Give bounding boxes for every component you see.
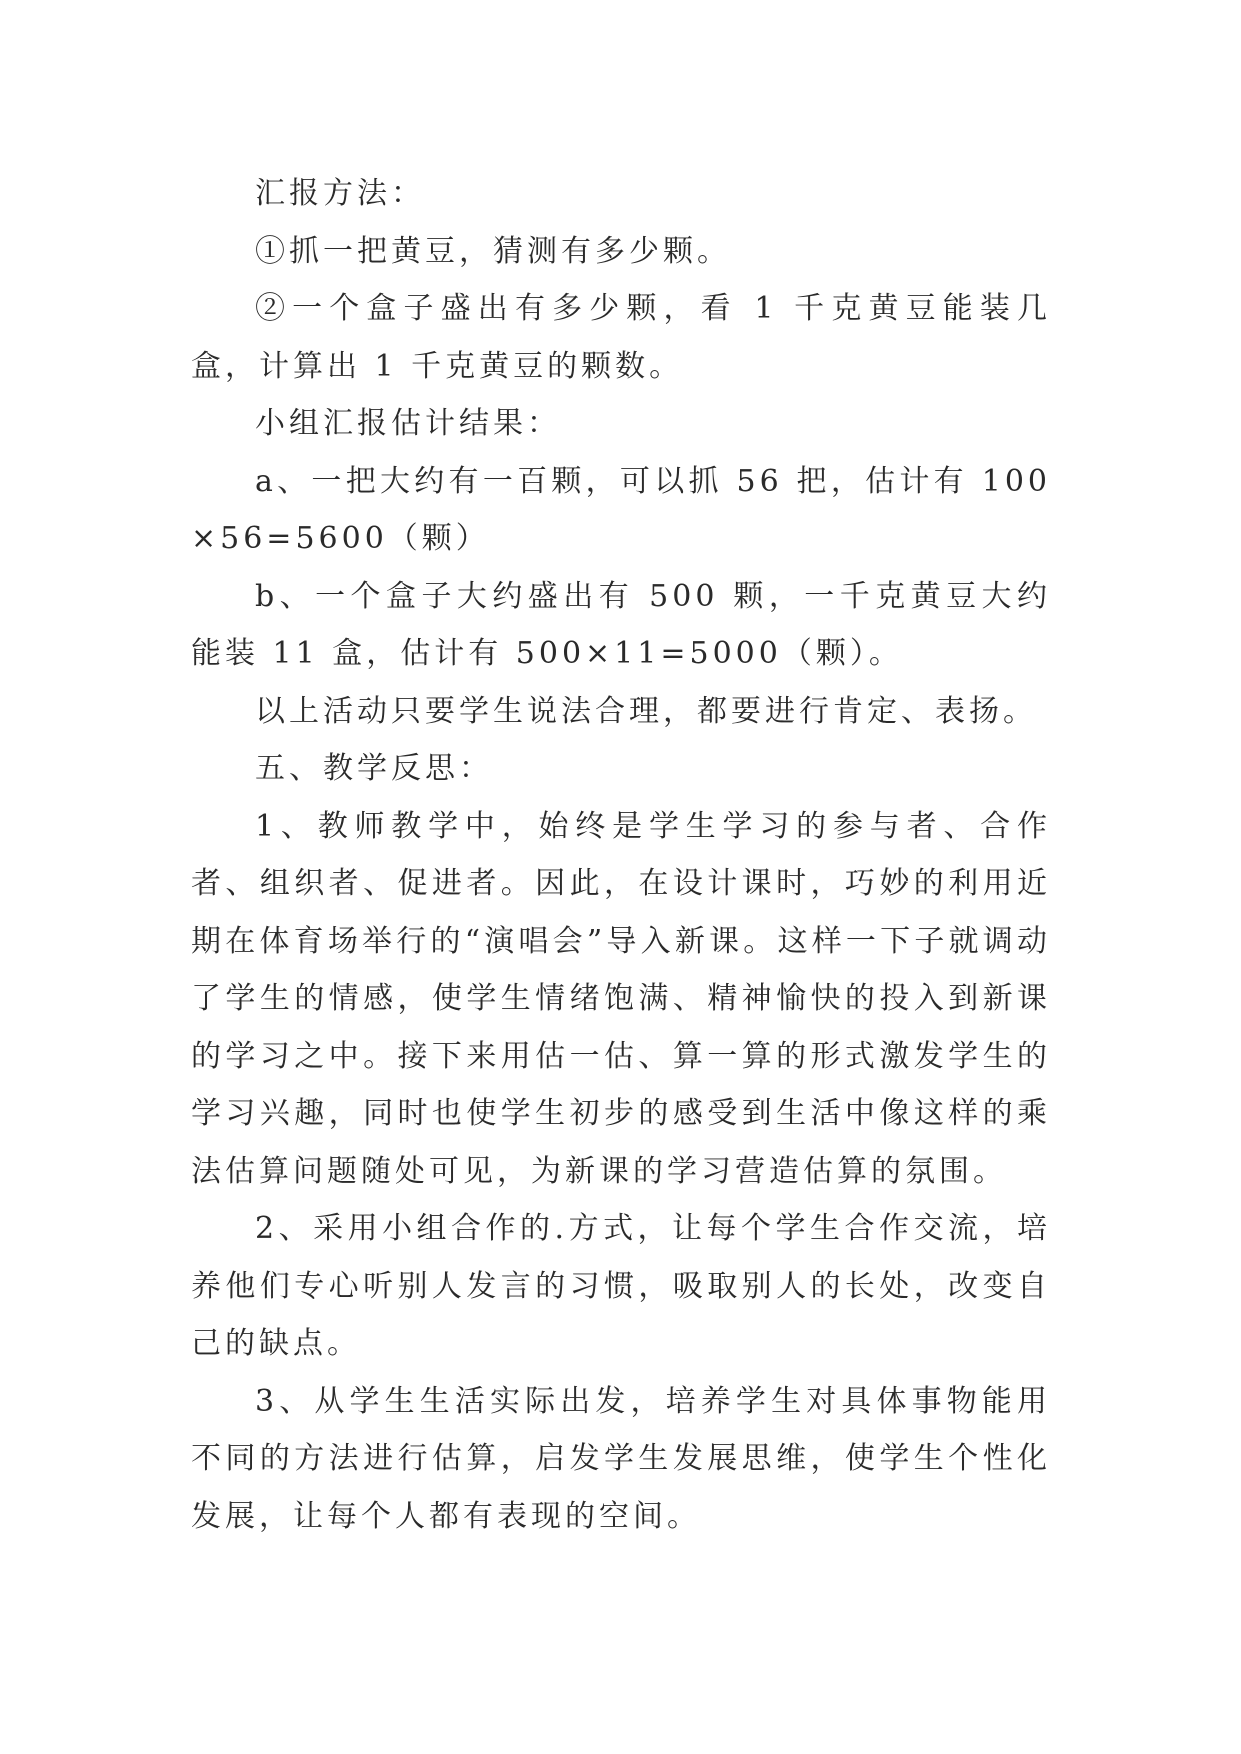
paragraph-method-two: ②一个盒子盛出有多少颗，看 1 千克黄豆能装几盒，计算出 1 千克黄豆的颗数。 (191, 291, 1051, 384)
paragraph-group-report-heading: 小组汇报估计结果： (255, 406, 561, 441)
document-body (191, 165, 1051, 1545)
paragraph-reflection-heading: 五、教学反思： (255, 751, 493, 786)
paragraph-result-a: a、一把大约有一百颗，可以抓 56 把，估计有 100×56=5600（颗） (191, 463, 1051, 556)
paragraph-result-b: b、一个盒子大约盛出有 500 颗，一千克黄豆大约能装 11 盒，估计有 500×11=5000（颗）。 (191, 578, 1051, 671)
paragraph-reflection-three: 3、从学生生活实际出发，培养学生对具体事物能用不同的方法进行估算，启发学生发展思维，使学生个性化发展，让每个人都有表现的空间。 (191, 1383, 1051, 1534)
paragraph-reflection-one: 1、教师教学中，始终是学生学习的参与者、合作者、组织者、促进者。因此，在设计课时，巧妙的利用近期在体育场举行的“演唱会”导入新课。这样一下子就调动了学生的情感，使学生情绪饱满、精神愉快的投入到新课的学习之中。接下来用估一估、算一算的形式激发学生的学习兴趣，同时也使学生初步的感受到生活中像这样的乘法估算问题随处可见，为新课的学习营造估算的氛围。 (191, 808, 1051, 1189)
paragraph-method-one: ①抓一把黄豆，猜测有多少颗。 (255, 233, 731, 269)
paragraph-activity-note: 以上活动只要学生说法合理，都要进行肯定、表扬。 (255, 693, 1037, 729)
paragraph-report-method-heading: 汇报方法： (255, 176, 425, 211)
paragraph-reflection-two: 2、采用小组合作的.方式，让每个学生合作交流，培养他们专心听别人发言的习惯，吸取别人的长处，改变自己的缺点。 (191, 1211, 1051, 1361)
